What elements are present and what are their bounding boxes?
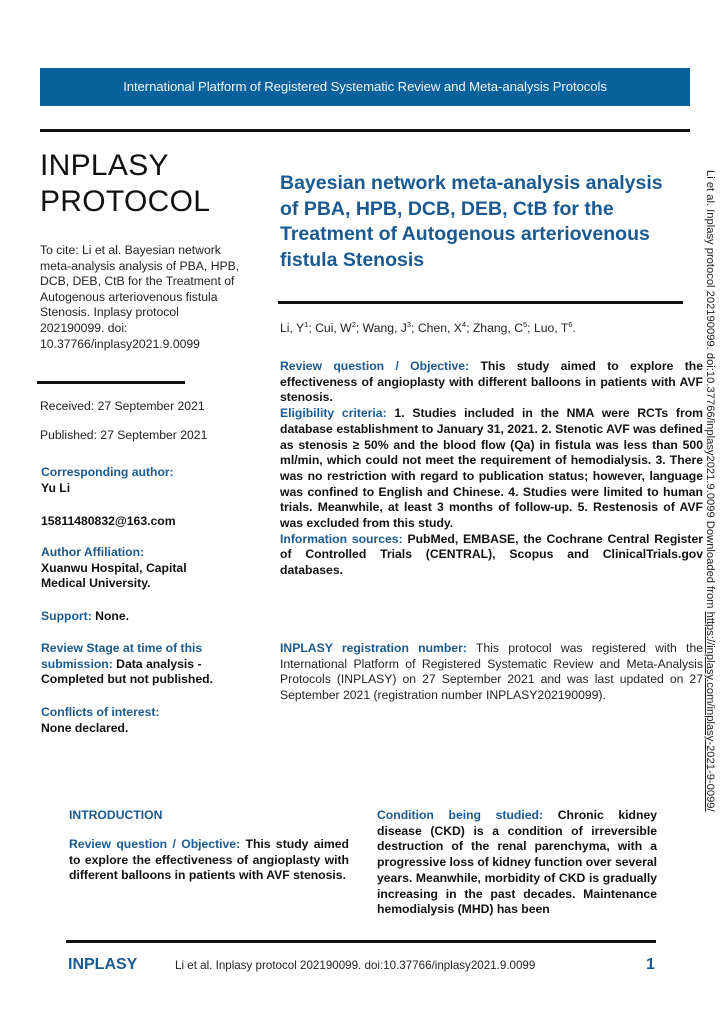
author-list — [280, 320, 576, 335]
author-separator: ; — [308, 321, 316, 336]
page-number: 1 — [646, 956, 655, 973]
author — [473, 321, 534, 335]
author-separator: ; — [527, 321, 534, 336]
download-link[interactable]: https://inplasy.com/inplasy-2021-9-0099/ — [704, 611, 716, 812]
author-name: Chen, X — [417, 321, 462, 336]
support-label: Support: — [41, 609, 92, 623]
received-date: Received: 27 September 2021 — [40, 399, 205, 413]
author-separator: ; — [411, 321, 418, 336]
author — [534, 321, 576, 335]
citation-text: To cite: Li et al. Bayesian network meta-analysis analysis of PBA, HPB, DCB, DEB, CtB for the Treatment of Autogenous arteriovenous fistula Stenosis. Inplasy protocol 202190099. doi: 10.37766/inplasy2021.9.0099 — [40, 243, 240, 351]
registration-text: This protocol was registered with the International Platform of Registered Systematic Review and Meta-Analysis Protocols (INPLASY) on 27 September 2021 and was last updated on 27 September 2021 (registration number INPLASY202190099). — [280, 641, 703, 703]
corresponding-author — [41, 465, 251, 496]
author-email[interactable] — [41, 514, 251, 530]
registration-label: INPLASY registration number: — [280, 641, 467, 655]
author-affiliation-number: 4 — [461, 320, 467, 329]
top-rule — [40, 129, 690, 132]
author-affiliation-number: 3 — [406, 320, 412, 329]
author-separator: ; — [466, 321, 473, 336]
author — [363, 321, 418, 335]
review-stage — [41, 641, 241, 688]
download-note — [700, 170, 720, 900]
footer-brand: INPLASY — [68, 956, 138, 973]
review-question-text: This study aimed to explore the effectiveness of angioplasty with different balloons in patients with AVF stenosis. — [280, 359, 703, 405]
affiliation-label: Author Affiliation: — [41, 545, 145, 559]
corresponding-author-name: Yu Li — [41, 480, 71, 495]
author-separator: ; — [355, 321, 363, 336]
intro-review-text: This study aimed to explore the effectiveness of angioplasty with different balloons in patients with AVF stenosis. — [69, 837, 349, 883]
title-rule — [278, 301, 683, 304]
protocol-heading-line1: INPLASY — [40, 149, 169, 182]
article-title: Bayesian network meta-analysis analysis of PBA, HPB, DCB, DEB, CtB for the Treatment of Autogenous arteriovenous fistula Stenosis — [280, 172, 663, 271]
author-name: Luo, T — [533, 321, 569, 336]
author — [315, 321, 363, 335]
download-note-prefix: Li et al. Inplasy protocol 202190099. doi:10.37766/inplasy2021.9.0099 Downloaded from — [704, 170, 716, 612]
author-affiliation-number: 2 — [351, 320, 356, 329]
condition-text: Chronic kidney disease (CKD) is a condition of irreversible destruction of the renal parenchyma, with a progressive loss of kidney function over several years. Meanwhile, morbidity of CKD is gradually increasing in the past decades. Maintenance hemodialysis (MHD) has been — [377, 808, 657, 917]
support-value: None. — [95, 609, 130, 623]
author-separator: . — [572, 321, 576, 336]
author-email-text[interactable]: 15811480832@163.com — [41, 514, 176, 528]
author-affiliation — [41, 545, 251, 592]
review-stage-value: Data analysis - Completed but not published. — [41, 656, 213, 687]
support — [41, 609, 251, 625]
sidebar-rule — [37, 381, 185, 384]
sources-label: Information sources: — [280, 531, 403, 546]
review-stage-label: Review Stage at time of this submission: — [41, 641, 203, 671]
author-affiliation-number: 1 — [304, 320, 309, 329]
conflicts — [41, 705, 251, 736]
introduction-heading: INTRODUCTION — [69, 808, 163, 822]
condition-paragraph — [377, 808, 657, 918]
registration-paragraph — [280, 641, 703, 704]
author-affiliation-number: 6 — [568, 320, 573, 329]
corresponding-author-label: Corresponding author: — [41, 465, 174, 479]
published-date: Published: 27 September 2021 — [40, 428, 208, 442]
sources-text: PubMed, EMBASE, the Cochrane Central Register of Controlled Trials (CENTRAL), Scopus and ClinicalTrials.gov databases. — [280, 531, 704, 578]
condition-label: Condition being studied: — [377, 808, 544, 822]
author-name: Wang, J — [362, 321, 407, 336]
author-name: Li, Y — [280, 321, 305, 336]
eligibility-text: 1. Studies included in the NMA were RCTs from database establishment to January 31, 2021. 2. Stenotic AVF was defined as stenosis ≥ 50% and the blood flow (Qa) in fistula was less than 500 ml/min, which could not meet the requirement of hemodialysis. 3. There was no restriction with regard to publication status; however, language was confined to English and Chinese. 4. Studies were limited to human trials. Meanwhile, at least 3 months of follow-up. 5. Restenosis of AVF was excluded from this study. — [280, 406, 703, 531]
footer-citation: Li et al. Inplasy protocol 202190099. doi:10.37766/inplasy2021.9.0099 — [175, 959, 536, 972]
conflicts-value: None declared. — [41, 720, 129, 735]
intro-review-paragraph — [69, 837, 349, 884]
footer-rule — [66, 940, 656, 943]
author-name: Zhang, C — [472, 321, 523, 336]
eligibility-label: Eligibility criteria: — [280, 406, 387, 421]
author — [280, 321, 315, 335]
review-question-paragraph — [280, 359, 703, 579]
protocol-heading-line2: PROTOCOL — [40, 185, 211, 218]
intro-review-label: Review question / Objective: — [69, 837, 241, 851]
download-note-text — [704, 170, 716, 812]
author — [418, 321, 473, 335]
conflicts-label: Conflicts of interest: — [41, 705, 160, 719]
review-question-label: Review question / Objective: — [280, 359, 470, 373]
author-affiliation-number: 5 — [523, 320, 528, 329]
author-name: Cui, W — [315, 321, 352, 336]
affiliation-value: Xuanwu Hospital, Capital Medical University. — [41, 560, 187, 591]
journal-banner: International Platform of Registered Systematic Review and Meta-analysis Protocols — [40, 68, 690, 106]
protocol-heading — [40, 148, 210, 220]
